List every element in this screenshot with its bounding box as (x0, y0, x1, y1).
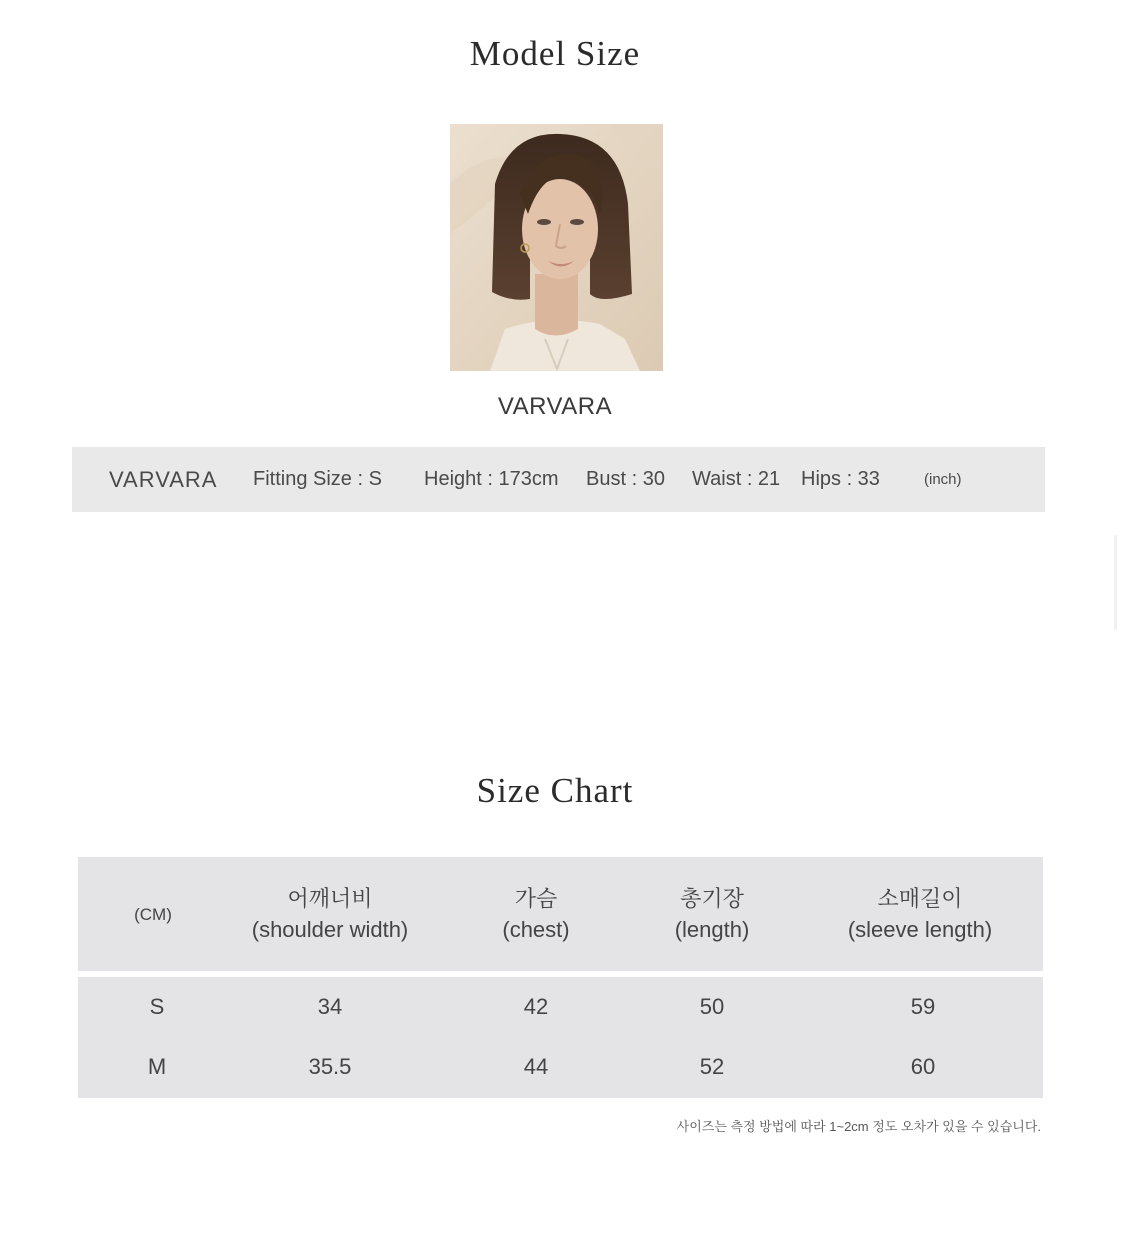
header-sleeve (848, 857, 992, 971)
header-sleeve-en: (sleeve length) (847, 917, 993, 942)
header-length-ko: 총기장 (680, 886, 744, 911)
size-chart-header (78, 857, 1043, 971)
header-sleeve-ko: 소매길이 (877, 886, 963, 911)
edge-divider (1114, 535, 1117, 630)
header-chest-en: (chest) (502, 917, 570, 942)
measurement-note: 사이즈는 측정 방법에 따라 1~2cm 정도 오차가 있을 수 있습니다. (676, 1119, 1041, 1134)
spec-fitting-size: Fitting Size : S (253, 468, 382, 490)
size-chart-title: Size Chart (476, 771, 634, 810)
length-value: 52 (699, 1054, 725, 1079)
size-label: M (147, 1054, 167, 1079)
spec-bust: Bust : 30 (586, 468, 665, 490)
header-shoulder-en: (shoulder width) (251, 917, 409, 942)
header-shoulder (252, 857, 409, 971)
header-unit (134, 857, 172, 971)
model-spec-bar (72, 447, 1045, 512)
size-label: S (149, 994, 165, 1019)
spec-hips: Hips : 33 (801, 468, 880, 490)
table-row (78, 1037, 1043, 1097)
header-shoulder-ko: 어깨너비 (287, 886, 373, 911)
chest-value: 44 (523, 1054, 549, 1079)
model-size-title: Model Size (469, 34, 641, 73)
model-portrait-image (450, 124, 663, 371)
portrait-illustration (450, 124, 663, 371)
header-unit-label: (CM) (134, 904, 172, 924)
shoulder-value: 34 (317, 994, 343, 1019)
model-name-caption: VARVARA (497, 393, 613, 420)
spec-waist: Waist : 21 (692, 468, 781, 490)
sleeve-value: 59 (910, 994, 936, 1019)
length-value: 50 (699, 994, 725, 1019)
size-chart-body (78, 977, 1043, 1098)
spec-height: Height : 173cm (424, 468, 559, 490)
spec-unit: (inch) (924, 471, 962, 488)
spec-model-name: VARVARA (109, 467, 218, 492)
header-length-en: (length) (674, 917, 750, 942)
sleeve-value: 60 (910, 1054, 936, 1079)
header-chest (502, 857, 569, 971)
size-chart-table (78, 857, 1043, 1098)
header-chest-ko: 가슴 (514, 886, 558, 911)
shoulder-value: 35.5 (308, 1054, 352, 1079)
table-row (78, 977, 1043, 1037)
chest-value: 42 (523, 994, 549, 1019)
header-length (675, 857, 750, 971)
